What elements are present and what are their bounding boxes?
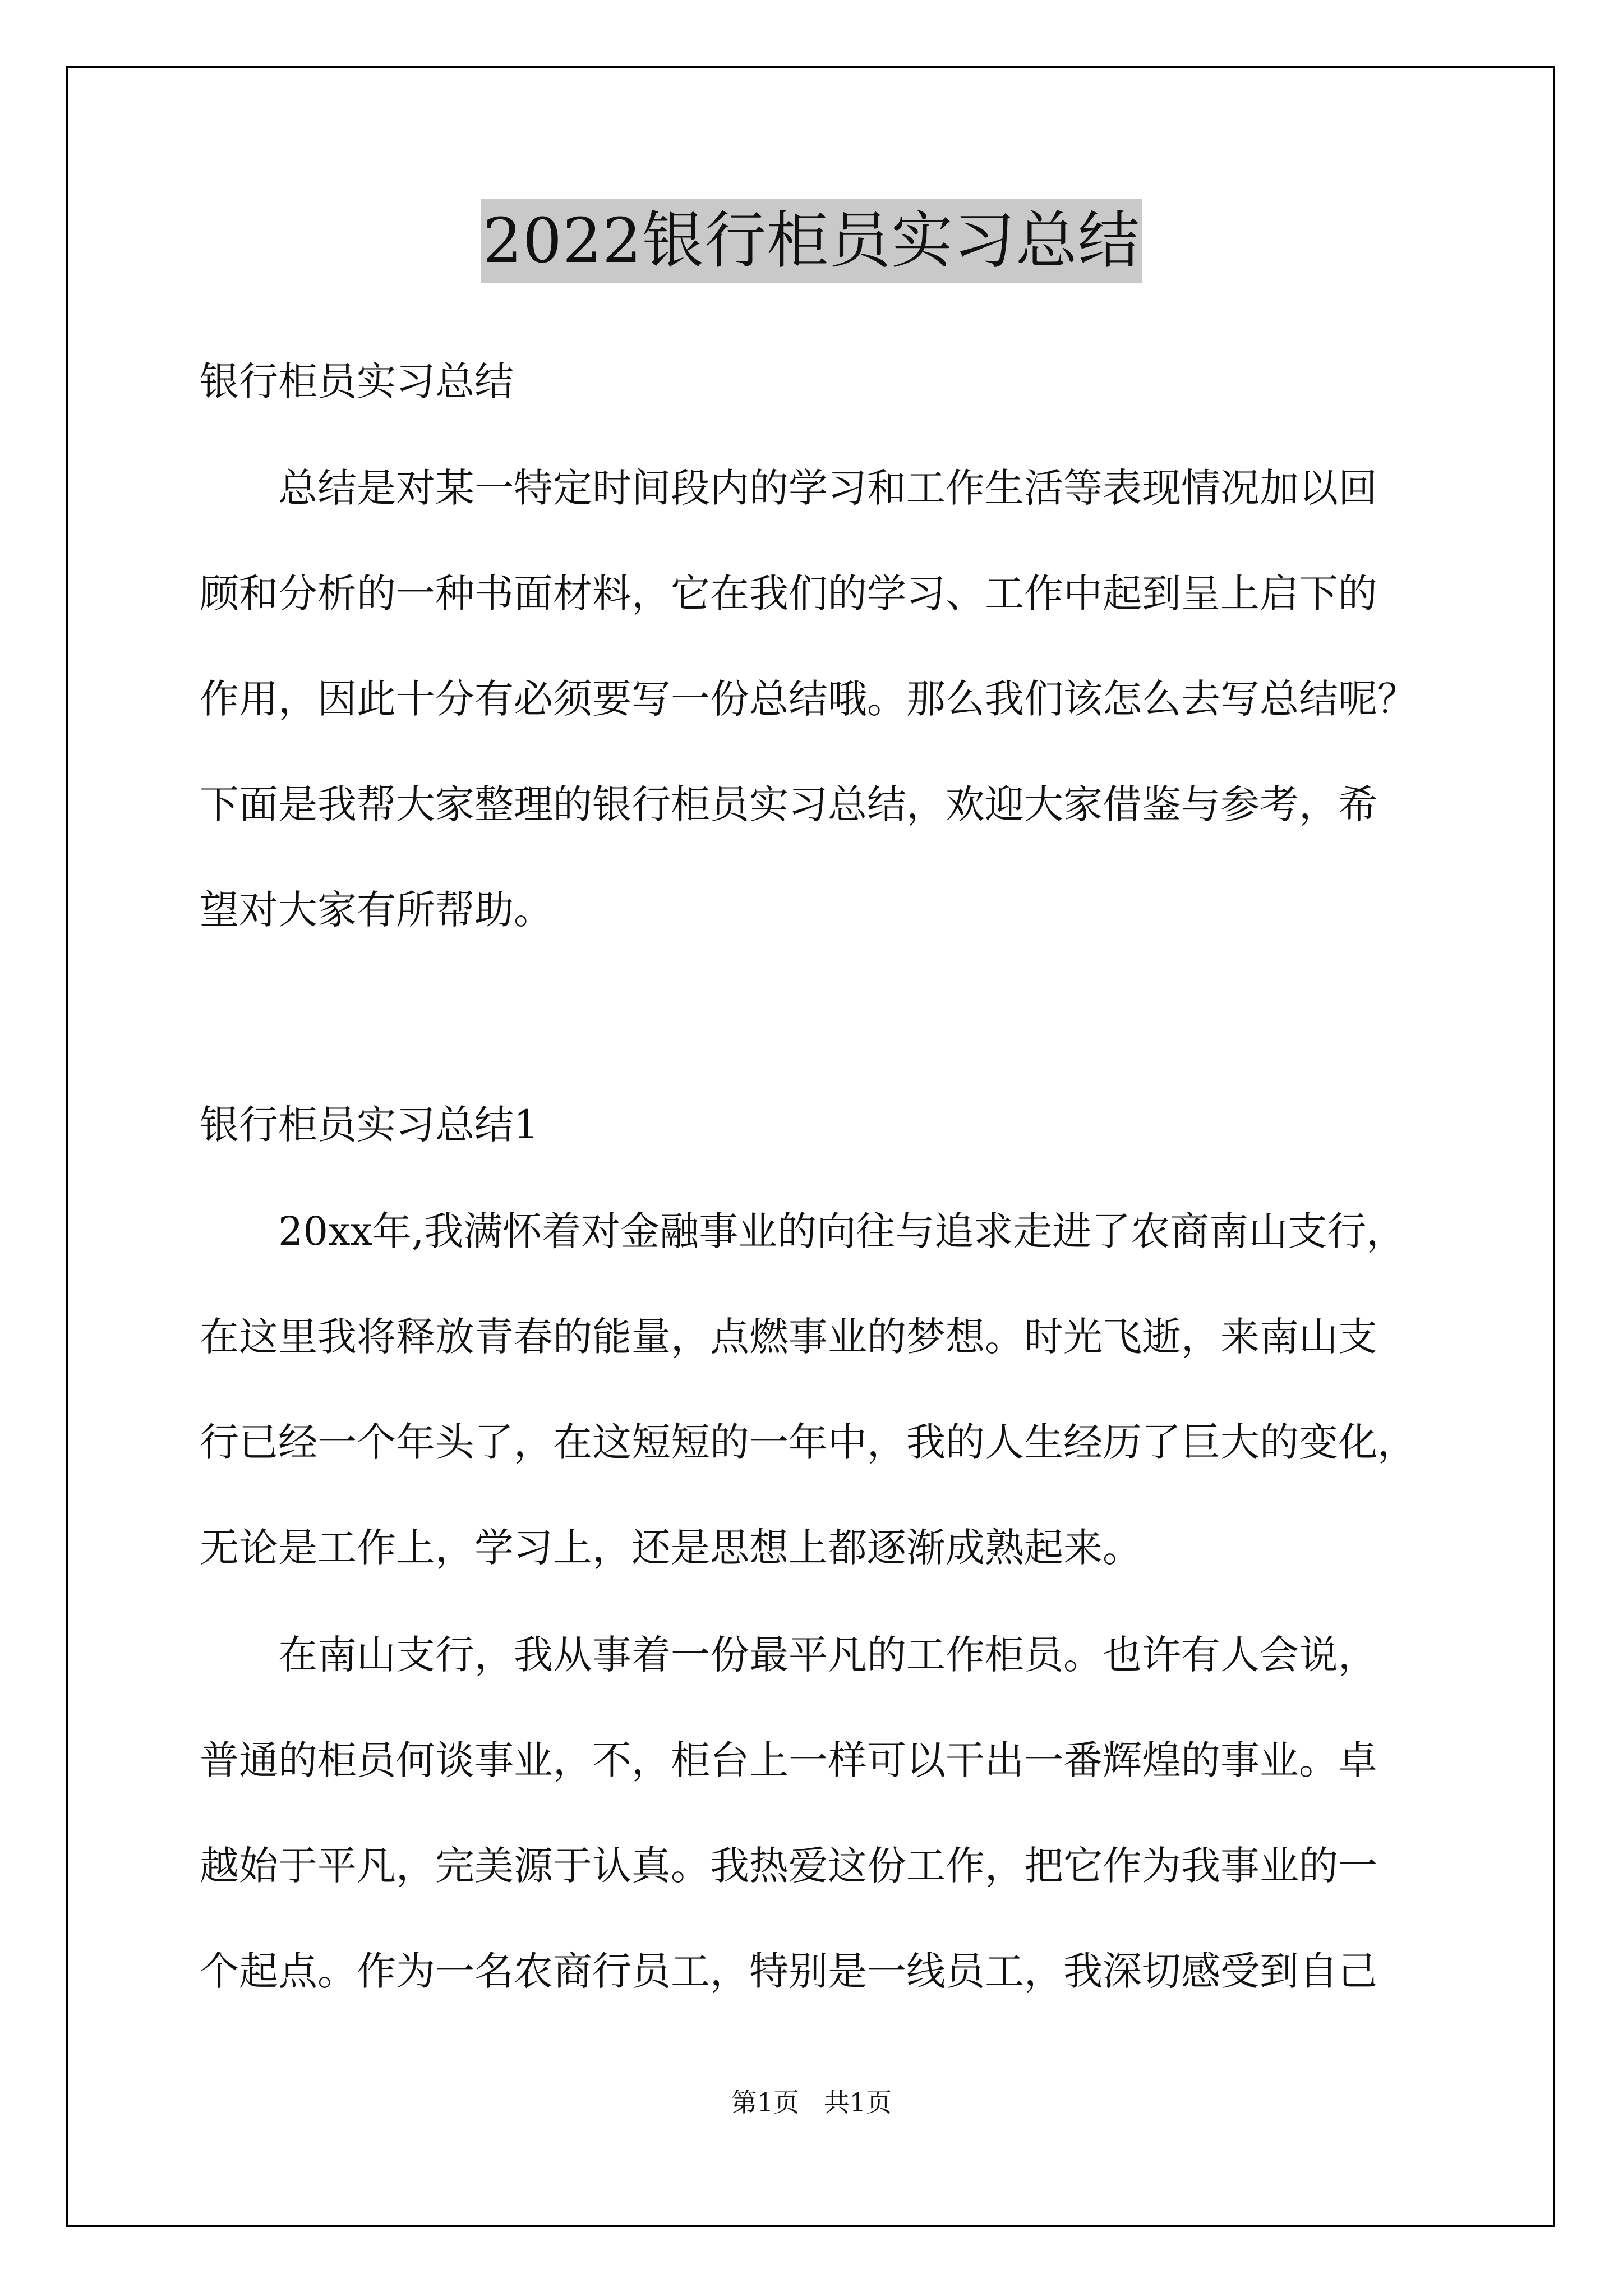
paragraph-line: 顾和分析的一种书面材料，它在我们的学习、工作中起到呈上启下的 (200, 570, 1377, 616)
paragraph-line: 望对大家有所帮助。 (200, 887, 553, 933)
paragraph-line: 越始于平凡，完美源于认真。我热爱这份工作，把它作为我事业的一 (200, 1843, 1377, 1889)
title-container (0, 199, 1623, 283)
paragraph-line: 作用，因此十分有必须要写一份总结哦。那么我们该怎么去写总结呢？ (200, 676, 1417, 722)
paragraph-1 (200, 1203, 1461, 1625)
paragraph-line: 在这里我将释放青春的能量，点燃事业的梦想。时光飞逝，来南山支 (200, 1314, 1377, 1360)
paragraph-line: 20xx年,我满怀着对金融事业的向往与追求走进了农商南山支行， (278, 1208, 1406, 1254)
section-heading-intro: 银行柜员实习总结 (200, 358, 514, 404)
paragraph-line: 下面是我帮大家整理的银行柜员实习总结，欢迎大家借鉴与参考，希 (200, 781, 1377, 827)
paragraph-2 (200, 1627, 1461, 2049)
intro-paragraph (200, 460, 1461, 987)
section-heading-1: 银行柜员实习总结1 (200, 1102, 539, 1148)
document-title: 2022银行柜员实习总结 (481, 199, 1142, 283)
paragraph-line: 总结是对某一特定时间段内的学习和工作生活等表现情况加以回 (278, 465, 1377, 511)
paragraph-line: 行已经一个年头了，在这短短的一年中，我的人生经历了巨大的变化， (200, 1419, 1417, 1465)
page-footer: 第1页 共1页 (731, 2087, 892, 2118)
paragraph-line: 个起点。作为一名农商行员工，特别是一线员工，我深切感受到自己 (200, 1948, 1377, 1994)
paragraph-line: 在南山支行，我从事着一份最平凡的工作柜员。也许有人会说， (278, 1632, 1377, 1678)
paragraph-line: 无论是工作上，学习上，还是思想上都逐渐成熟起来。 (200, 1525, 1142, 1571)
paragraph-line: 普通的柜员何谈事业，不，柜台上一样可以干出一番辉煌的事业。卓 (200, 1737, 1377, 1783)
